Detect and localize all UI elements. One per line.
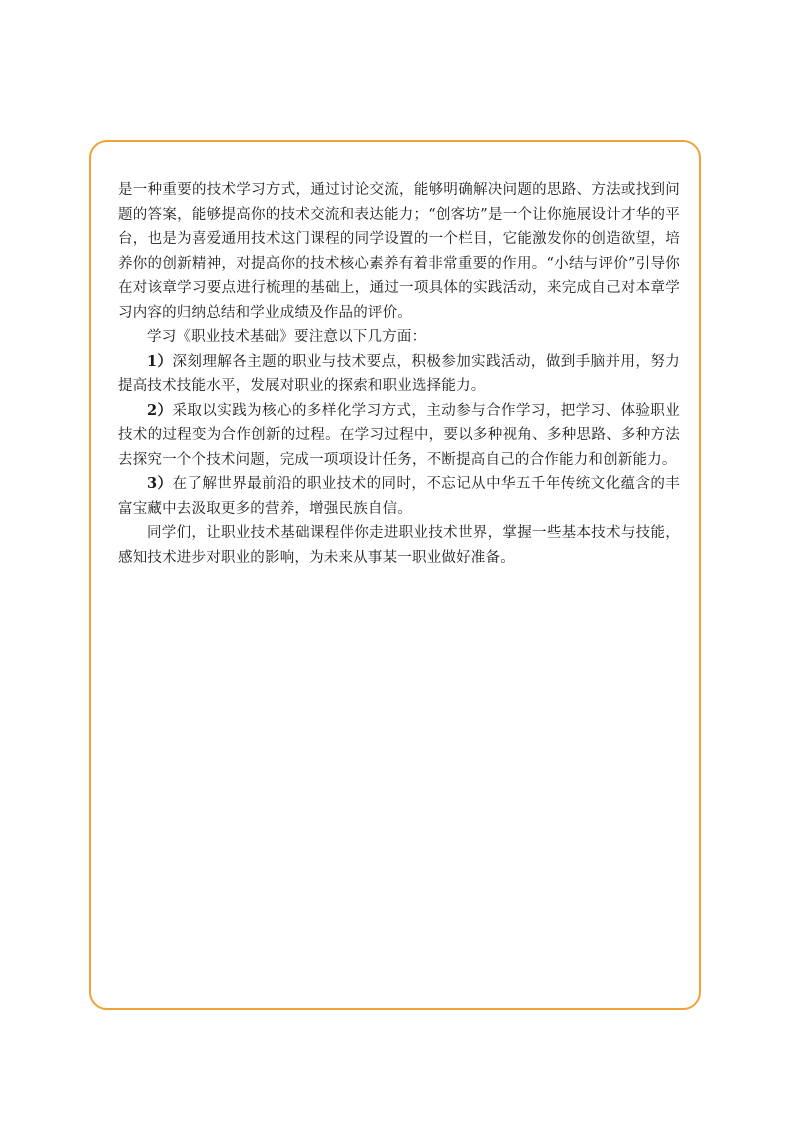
- guideline-number-1: 1）: [147, 352, 173, 370]
- guideline-text-3: 在了解世界最前沿的职业技术的同时，不忘记从中华五千年传统文化蕴含的丰富宝藏中去汲取更多的营养，增强民族自信。: [118, 476, 680, 517]
- guideline-number-3: 3）: [147, 475, 173, 492]
- intro-paragraph: 是一种重要的技术学习方式，通过讨论交流，能够明确解决问题的思路、方法或找到问题的答案，能够提高你的技术交流和表达能力；“创客坊”是一个让你施展设计才华的平台，也是为喜爱通用技术这门课程的同学设置的一个栏目，它能激发你的创造欲望，培养你的创新精神，对提高你的技术核心素养有着非常重要的作用。“小结与评价”引导你在对该章学习要点进行梳理的基础上，通过一项具体的实践活动，来完成自己对本章学习内容的归纳总结和学业成绩及作品的评价。: [118, 182, 680, 321]
- closing-paragraph: 同学们，让职业技术基础课程伴你走进职业技术世界，掌握一些基本技术与技能，感知技术进步对职业的影响，为未来从事某一职业做好准备。: [118, 525, 680, 566]
- guideline-text-1: 深刻理解各主题的职业与技术要点，积极参加实践活动，做到手脑并用，努力提高技术技能水平，发展对职业的探索和职业选择能力。: [118, 353, 680, 394]
- guideline-item-1: [118, 350, 680, 399]
- guideline-text-2: 采取以实践为核心的多样化学习方式，主动参与合作学习，把学习、体验职业技术的过程变为合作创新的过程。在学习过程中，要以多种视角、多种思路、多种方法去探究一个个技术问题，完成一项项设计任务，不断提高自己的合作能力和创新能力。: [118, 402, 680, 468]
- guideline-item-3: [118, 472, 680, 521]
- page-body: [118, 178, 680, 570]
- guideline-item-2: [118, 399, 680, 473]
- guideline-number-2: 2）: [147, 401, 173, 419]
- guidelines-heading: 学习《职业技术基础》要注意以下几方面：: [147, 329, 427, 345]
